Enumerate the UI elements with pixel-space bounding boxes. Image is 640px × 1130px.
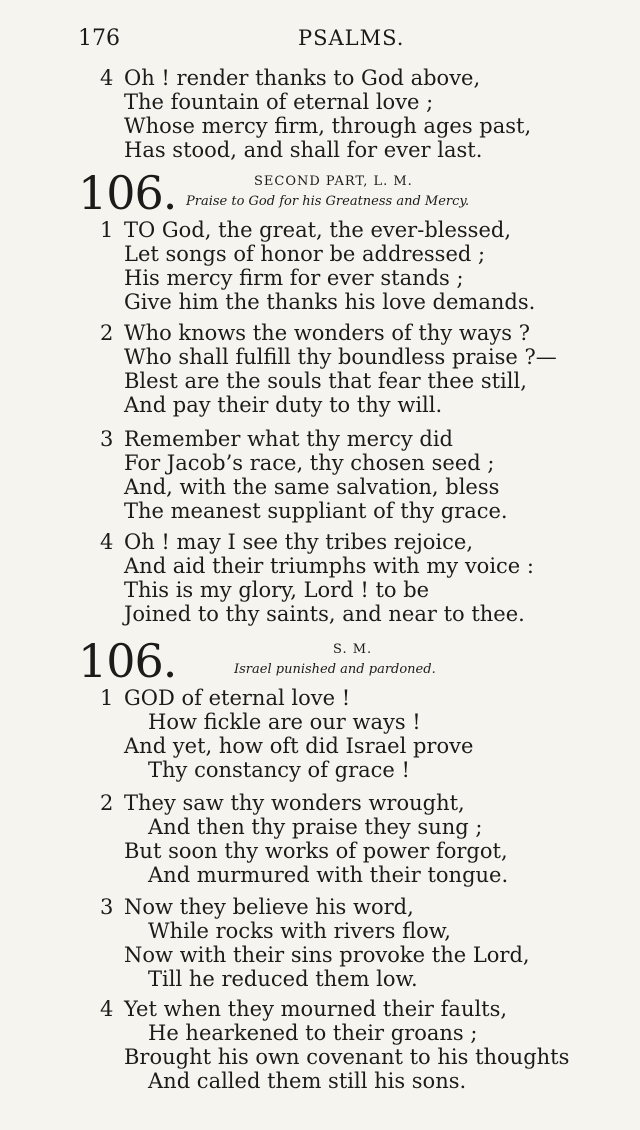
verse-number: 4 bbox=[100, 997, 114, 1021]
verse-line: And murmured with their tongue. bbox=[148, 863, 509, 887]
verse-line: But soon thy works of power forgot, bbox=[124, 839, 508, 863]
verse-number: 4 bbox=[100, 530, 114, 554]
verse-number: 3 bbox=[100, 427, 114, 451]
verse-line: For Jacob’s race, thy chosen seed ; bbox=[124, 451, 495, 475]
verse-line: Yet when they mourned their faults, bbox=[124, 997, 508, 1021]
verse-line: And pay their duty to thy will. bbox=[124, 393, 443, 417]
page-number: 176 bbox=[78, 26, 120, 51]
verse-line: Brought his own covenant to his thoughts bbox=[124, 1045, 570, 1069]
verse-line: Oh ! may I see thy tribes rejoice, bbox=[124, 530, 474, 554]
verse-line: Blest are the souls that fear thee still, bbox=[124, 369, 527, 393]
verse-line: Who knows the wonders of thy ways ? bbox=[124, 321, 530, 345]
verse-line: The meanest suppliant of thy grace. bbox=[124, 499, 508, 523]
verse-number: 1 bbox=[100, 218, 114, 242]
verse-line: Has stood, and shall for ever last. bbox=[124, 138, 483, 162]
hymn-subtitle: Israel punished and pardoned. bbox=[234, 662, 436, 677]
verse-line: And then thy praise they sung ; bbox=[148, 815, 483, 839]
verse-line: And, with the same salvation, bless bbox=[124, 475, 500, 499]
verse-number: 3 bbox=[100, 895, 114, 919]
verse-line: Joined to thy saints, and near to thee. bbox=[124, 602, 525, 626]
verse-line: And called them still his sons. bbox=[148, 1069, 467, 1093]
verse-line: Now they believe his word, bbox=[124, 895, 414, 919]
verse-line: Who shall fulfill thy boundless praise ?— bbox=[124, 345, 557, 369]
verse-line: Thy constancy of grace ! bbox=[148, 758, 410, 782]
verse-number: 2 bbox=[100, 321, 114, 345]
verse-line: This is my glory, Lord ! to be bbox=[124, 578, 430, 602]
hymn-subtitle: Praise to God for his Greatness and Mercy. bbox=[186, 194, 470, 209]
verse-line: The fountain of eternal love ; bbox=[124, 90, 434, 114]
verse-line: They saw thy wonders wrought, bbox=[124, 791, 465, 815]
verse-number: 1 bbox=[100, 686, 114, 710]
verse-line: Oh ! render thanks to God above, bbox=[124, 66, 481, 90]
verse-line: Till he reduced them low. bbox=[148, 967, 418, 991]
verse-line: How fickle are our ways ! bbox=[148, 710, 421, 734]
verse-line: Now with their sins provoke the Lord, bbox=[124, 943, 530, 967]
verse-line: Give him the thanks his love demands. bbox=[124, 290, 536, 314]
verse-number: 4 bbox=[100, 66, 114, 90]
verse-line: And aid their triumphs with my voice : bbox=[124, 554, 534, 578]
verse-line: While rocks with rivers flow, bbox=[148, 919, 451, 943]
verse-line: TO God, the great, the ever-blessed, bbox=[124, 218, 512, 242]
verse-number: 2 bbox=[100, 791, 114, 815]
hymn-number: 106. bbox=[78, 166, 177, 220]
page-header bbox=[78, 26, 558, 56]
verse-line: His mercy firm for ever stands ; bbox=[124, 266, 464, 290]
hymn-meter: SECOND PART, L. M. bbox=[254, 174, 413, 189]
verse-line: Let songs of honor be addressed ; bbox=[124, 242, 486, 266]
hymn-meter: S. M. bbox=[333, 642, 373, 657]
verse-line: And yet, how oft did Israel prove bbox=[124, 734, 474, 758]
verse-line: He hearkened to their groans ; bbox=[148, 1021, 478, 1045]
verse-line: Remember what thy mercy did bbox=[124, 427, 453, 451]
running-title: PSALMS. bbox=[298, 26, 405, 50]
verse-line: Whose mercy firm, through ages past, bbox=[124, 114, 532, 138]
hymn-number: 106. bbox=[78, 634, 177, 688]
verse-line: GOD of eternal love ! bbox=[124, 686, 351, 710]
